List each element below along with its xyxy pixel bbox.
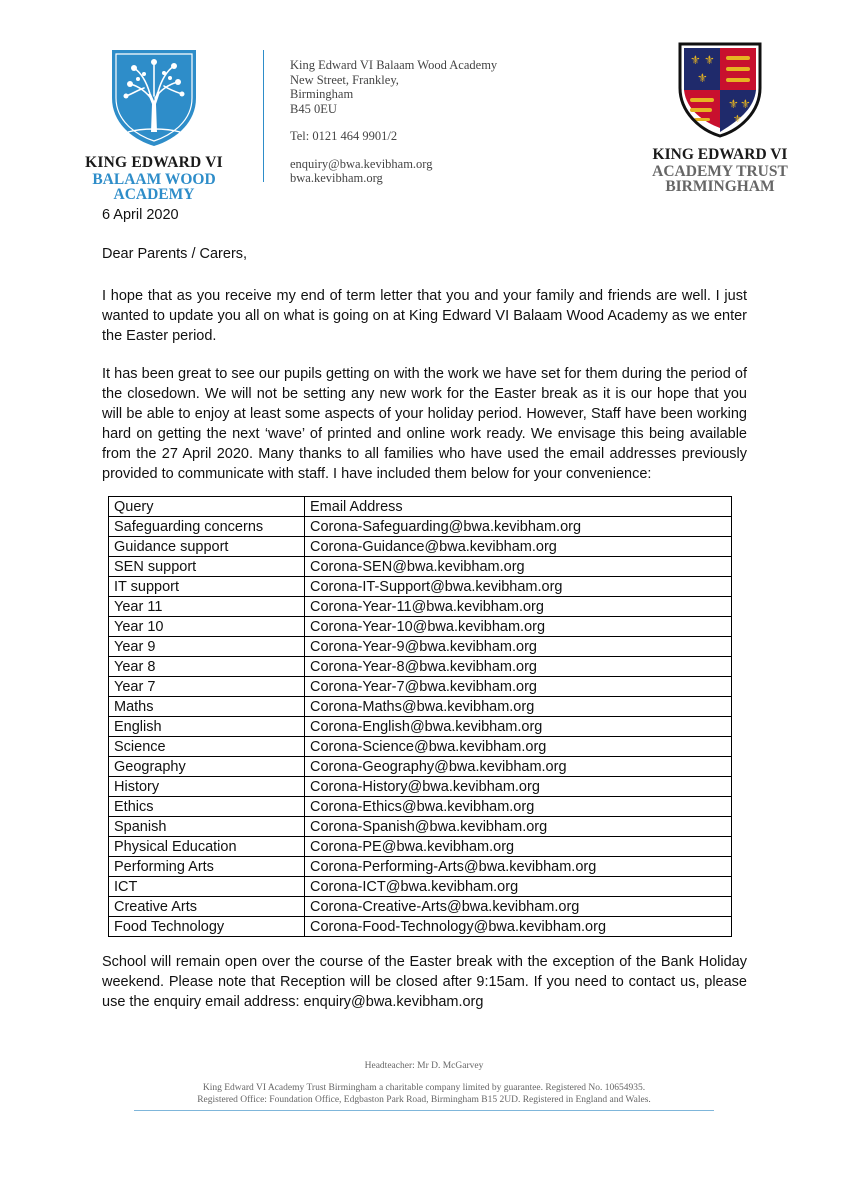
address-city: Birmingham [290,87,354,101]
query-cell: Year 9 [109,637,305,657]
query-cell: Science [109,737,305,757]
query-cell: Maths [109,697,305,717]
left-logo-line2: BALAAM WOOD [92,171,216,188]
query-cell: Ethics [109,797,305,817]
email-address-cell[interactable]: Corona-Safeguarding@bwa.kevibham.org [305,517,732,537]
table-row [109,917,732,937]
email-address-cell[interactable]: Corona-Year-8@bwa.kevibham.org [305,657,732,677]
paragraph-work-update: It has been great to see our pupils getting on with the work we have set for them during the period of the closedown. We will not be setting any new work for the Easter break as it is our hope that you will be able to enjoy at least some aspects of your holiday period. However, Staff have been working hard on getting the next ‘wave’ of printed and online work ready. We envisage this being available from the 27 April 2020. Many thanks to all families who have used the email addresses previously provided to communicate with staff. I have included them below for your convenience: [102,366,747,482]
email-address-cell[interactable]: Corona-Year-10@bwa.kevibham.org [305,617,732,637]
right-logo-line2: ACADEMY TRUST [652,163,788,180]
query-cell: Year 10 [109,617,305,637]
query-cell: Food Technology [109,917,305,937]
table-row [109,557,732,577]
table-row [109,717,732,737]
email-address-cell[interactable]: Corona-Spanish@bwa.kevibham.org [305,817,732,837]
query-cell: ICT [109,877,305,897]
email-address-cell[interactable]: Corona-Performing-Arts@bwa.kevibham.org [305,857,732,877]
table-row [109,697,732,717]
table-header-email: Email Address [305,497,732,517]
table-row [109,737,732,757]
query-cell: History [109,777,305,797]
email-address-cell[interactable]: Corona-SEN@bwa.kevibham.org [305,557,732,577]
table-row [109,577,732,597]
query-cell: English [109,717,305,737]
table-row [109,877,732,897]
table-row [109,757,732,777]
email-address-cell[interactable]: Corona-PE@bwa.kevibham.org [305,837,732,857]
query-cell: Spanish [109,817,305,837]
email-address-cell[interactable]: Corona-Maths@bwa.kevibham.org [305,697,732,717]
paragraph-opening-hours: School will remain open over the course of the Easter break with the exception of the Bank Holiday weekend. Please note that Reception will be closed after 9:15am. If you need to contact us, please use the enquiry email address: enquiry@bwa.kevibham.org [102,954,747,1010]
table-row [109,817,732,837]
table-row [109,597,732,617]
email-address-cell[interactable]: Corona-Creative-Arts@bwa.kevibham.org [305,897,732,917]
query-cell: Guidance support [109,537,305,557]
footer-registered-office: Registered Office: Foundation Office, Edgbaston Park Road, Birmingham B15 2UD. Registered in England and Wales. [197,1095,651,1105]
email-address-cell[interactable]: Corona-Food-Technology@bwa.kevibham.org [305,917,732,937]
letter-date: 6 April 2020 [102,207,179,223]
query-cell: SEN support [109,557,305,577]
table-row [109,637,732,657]
query-cell: Safeguarding concerns [109,517,305,537]
address-street: New Street, Frankley, [290,72,399,87]
address-postcode: B45 0EU [290,101,337,116]
paragraph-intro: I hope that as you receive my end of term letter that you and your family and friends are well. I just wanted to update you all on what is going on at King Edward VI Balaam Wood Academy as we enter the Easter period. [102,288,747,344]
table-row [109,617,732,637]
email-address-cell[interactable]: Corona-Year-11@bwa.kevibham.org [305,597,732,617]
svg-text:⚜: ⚜ [704,53,715,67]
query-cell: Year 8 [109,657,305,677]
footer-registration: King Edward VI Academy Trust Birmingham a charitable company limited by guarantee. Registered No. 10654935. [202,1083,646,1093]
table-row [109,777,732,797]
salutation: Dear Parents / Carers, [102,246,248,262]
query-cell: Physical Education [109,837,305,857]
balaam-wood-logo [84,46,224,202]
left-logo-line3: ACADEMY [113,186,195,203]
query-cell: Creative Arts [109,897,305,917]
table-row [109,857,732,877]
email-address-cell[interactable]: Corona-Guidance@bwa.kevibham.org [305,537,732,557]
table-row [109,897,732,917]
school-name: King Edward VI Balaam Wood Academy [290,58,498,72]
svg-text:⚜: ⚜ [740,97,751,111]
query-cell: IT support [109,577,305,597]
address-block [290,58,497,186]
email-address-cell[interactable]: Corona-Science@bwa.kevibham.org [305,737,732,757]
email-address-cell[interactable]: Corona-Year-9@bwa.kevibham.org [305,637,732,657]
tree-shield-icon [108,46,200,148]
query-cell: Year 7 [109,677,305,697]
right-logo-line1: KING EDWARD VI [652,146,788,163]
table-header-query: Query [109,497,305,517]
left-logo-line1: KING EDWARD VI [85,154,223,171]
footer-divider [134,1110,714,1111]
svg-text:⚜: ⚜ [697,71,708,85]
email-address-cell[interactable]: Corona-ICT@bwa.kevibham.org [305,877,732,897]
svg-text:⚜: ⚜ [690,53,701,67]
query-cell: Year 11 [109,597,305,617]
table-row [109,657,732,677]
table-row [109,797,732,817]
email-address-cell[interactable]: Corona-Geography@bwa.kevibham.org [305,757,732,777]
email-contacts-table [108,496,732,937]
email-address-cell[interactable]: Corona-English@bwa.kevibham.org [305,717,732,737]
table-row [109,517,732,537]
query-cell: Performing Arts [109,857,305,877]
svg-text:⚜: ⚜ [728,97,739,111]
footer-headteacher: Headteacher: Mr D. McGarvey [364,1061,484,1071]
header-website[interactable]: bwa.kevibham.org [290,171,383,185]
academy-trust-logo [640,42,800,194]
telephone: Tel: 0121 464 9901/2 [290,129,398,143]
table-header-row [109,497,732,517]
svg-text:⚜: ⚜ [733,114,742,125]
right-logo-line3: BIRMINGHAM [665,178,775,195]
header-email[interactable]: enquiry@bwa.kevibham.org [290,156,433,171]
email-address-cell[interactable]: Corona-History@bwa.kevibham.org [305,777,732,797]
header-divider [263,50,264,182]
royal-arms-shield-icon [678,42,762,138]
email-address-cell[interactable]: Corona-Year-7@bwa.kevibham.org [305,677,732,697]
table-row [109,537,732,557]
table-row [109,677,732,697]
query-cell: Geography [109,757,305,777]
email-address-cell[interactable]: Corona-Ethics@bwa.kevibham.org [305,797,732,817]
email-address-cell[interactable]: Corona-IT-Support@bwa.kevibham.org [305,577,732,597]
table-row [109,837,732,857]
